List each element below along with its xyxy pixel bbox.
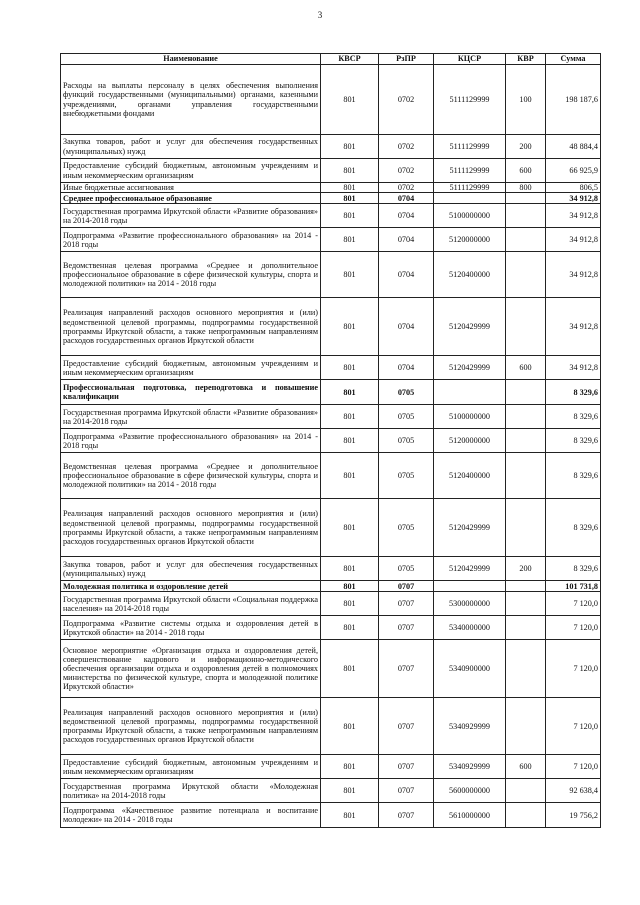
table-row (61, 228, 601, 252)
row-kcsr: 5120429999 (434, 499, 506, 557)
row-rzpr: 0702 (379, 183, 434, 193)
row-sum: 7 120,0 (546, 592, 601, 616)
row-rzpr: 0707 (379, 640, 434, 698)
row-rzpr: 0702 (379, 65, 434, 135)
row-sum: 19 756,2 (546, 803, 601, 828)
row-name: Иные бюджетные ассигнования (61, 183, 321, 193)
row-sum: 8 329,6 (546, 453, 601, 499)
row-name: Молодежная политика и оздоровление детей (61, 581, 321, 592)
row-rzpr: 0704 (379, 204, 434, 228)
row-sum: 7 120,0 (546, 698, 601, 755)
row-name: Подпрограмма «Развитие системы отдыха и оздоровления детей в Иркутской области» на 2014 - 2018 годы (61, 616, 321, 640)
row-kvr (506, 803, 546, 828)
header-kvsr: КВСР (321, 54, 379, 65)
row-kvsr: 801 (321, 228, 379, 252)
row-kcsr: 5120429999 (434, 356, 506, 380)
row-rzpr: 0704 (379, 228, 434, 252)
row-kvr: 200 (506, 557, 546, 581)
row-name: Закупка товаров, работ и услуг для обеспечения государственных (муниципальных) нужд (61, 557, 321, 581)
row-rzpr: 0704 (379, 193, 434, 204)
row-kcsr: 5300000000 (434, 592, 506, 616)
row-kvr: 600 (506, 356, 546, 380)
row-sum: 7 120,0 (546, 755, 601, 779)
table-row (61, 698, 601, 755)
row-rzpr: 0707 (379, 592, 434, 616)
row-kcsr: 5120400000 (434, 453, 506, 499)
table-row (61, 252, 601, 298)
row-name: Предоставление субсидий бюджетным, автономным учреждениям и иным некоммерческим организациям (61, 356, 321, 380)
row-kvsr: 801 (321, 204, 379, 228)
row-kcsr: 5120000000 (434, 228, 506, 252)
table-row (61, 779, 601, 803)
row-rzpr: 0705 (379, 405, 434, 429)
row-name: Среднее профессиональное образование (61, 193, 321, 204)
section-row (61, 380, 601, 405)
table-row (61, 429, 601, 453)
row-sum: 92 638,4 (546, 779, 601, 803)
row-kvsr: 801 (321, 193, 379, 204)
row-kcsr: 5100000000 (434, 204, 506, 228)
row-sum: 48 884,4 (546, 135, 601, 159)
section-row (61, 581, 601, 592)
table-row (61, 405, 601, 429)
table-row (61, 557, 601, 581)
table-row (61, 65, 601, 135)
row-sum: 34 912,8 (546, 252, 601, 298)
row-kcsr: 5111129999 (434, 183, 506, 193)
row-sum: 34 912,8 (546, 356, 601, 380)
row-rzpr: 0702 (379, 135, 434, 159)
row-name: Государственная программа Иркутской области «Развитие образования» на 2014-2018 годы (61, 405, 321, 429)
row-kvsr: 801 (321, 252, 379, 298)
row-kvsr: 801 (321, 65, 379, 135)
row-kvr (506, 453, 546, 499)
row-kcsr: 5100000000 (434, 405, 506, 429)
row-sum: 198 187,6 (546, 65, 601, 135)
table-row (61, 592, 601, 616)
row-name: Подпрограмма «Развитие профессионального образования» на 2014 - 2018 годы (61, 228, 321, 252)
row-kcsr: 5600000000 (434, 779, 506, 803)
row-kcsr (434, 193, 506, 204)
table-row (61, 616, 601, 640)
row-sum: 7 120,0 (546, 616, 601, 640)
row-sum: 8 329,6 (546, 380, 601, 405)
row-name: Профессиональная подготовка, переподготовка и повышение квалификации (61, 380, 321, 405)
row-sum: 8 329,6 (546, 557, 601, 581)
row-kvsr: 801 (321, 803, 379, 828)
budget-table (60, 53, 601, 828)
row-sum: 34 912,8 (546, 193, 601, 204)
row-kcsr: 5340900000 (434, 640, 506, 698)
row-kvr (506, 698, 546, 755)
row-sum: 101 731,8 (546, 581, 601, 592)
table-header-row (61, 54, 601, 65)
row-name: Реализация направлений расходов основного мероприятия и (или) ведомственной целевой программы, подпрограммы государственной программы Иркутской области, а также непрограммным направлениям расходов государственных органов Иркутской области (61, 298, 321, 356)
row-rzpr: 0705 (379, 453, 434, 499)
table-row (61, 755, 601, 779)
table-row (61, 453, 601, 499)
row-kcsr (434, 581, 506, 592)
row-sum: 34 912,8 (546, 298, 601, 356)
row-name: Ведомственная целевая программа «Среднее и дополнительное профессиональное образование в сфере физической культуры, спорта и молодежной политики» на 2014 - 2018 годы (61, 252, 321, 298)
row-kcsr: 5111129999 (434, 135, 506, 159)
row-kvsr: 801 (321, 581, 379, 592)
row-name: Основное мероприятие «Организация отдыха и оздоровления детей, совершенствование кадрового и информационно-методического обеспечения организации отдыха и оздоровления детей в полномочиях министерства по физической культуре, спорта и молодежной политике Иркутской области» (61, 640, 321, 698)
row-rzpr: 0705 (379, 380, 434, 405)
row-name: Ведомственная целевая программа «Среднее и дополнительное профессиональное образование в сфере физической культуры, спорта и молодежной политики» на 2014 - 2018 годы (61, 453, 321, 499)
row-sum: 34 912,8 (546, 204, 601, 228)
row-kvr (506, 640, 546, 698)
row-rzpr: 0707 (379, 779, 434, 803)
row-kcsr: 5111129999 (434, 159, 506, 183)
row-kvsr: 801 (321, 698, 379, 755)
row-kvr: 600 (506, 159, 546, 183)
table-row (61, 183, 601, 193)
row-sum: 8 329,6 (546, 405, 601, 429)
header-kvr: КВР (506, 54, 546, 65)
row-rzpr: 0707 (379, 616, 434, 640)
row-kcsr: 5340000000 (434, 616, 506, 640)
row-kvsr: 801 (321, 779, 379, 803)
row-kvr (506, 779, 546, 803)
row-rzpr: 0704 (379, 298, 434, 356)
row-name: Реализация направлений расходов основного мероприятия и (или) ведомственной целевой программы, подпрограммы государственной программы Иркутской области, а также непрограммным направлениям расходов государственных органов Иркутской области (61, 499, 321, 557)
row-sum: 66 925,9 (546, 159, 601, 183)
row-sum: 34 912,8 (546, 228, 601, 252)
row-kvsr: 801 (321, 592, 379, 616)
row-kvr: 100 (506, 65, 546, 135)
row-kvr (506, 228, 546, 252)
table-row (61, 204, 601, 228)
row-name: Предоставление субсидий бюджетным, автономным учреждениям и иным некоммерческим организациям (61, 755, 321, 779)
row-kvsr: 801 (321, 640, 379, 698)
row-name: Подпрограмма «Развитие профессионального образования» на 2014 - 2018 годы (61, 429, 321, 453)
table-row (61, 803, 601, 828)
row-kvr (506, 298, 546, 356)
row-name: Государственная программа Иркутской области «Молодежная политика» на 2014-2018 годы (61, 779, 321, 803)
row-kvsr: 801 (321, 356, 379, 380)
table-row (61, 356, 601, 380)
row-kvr: 200 (506, 135, 546, 159)
row-kvr (506, 499, 546, 557)
row-kvsr: 801 (321, 135, 379, 159)
row-kvsr: 801 (321, 616, 379, 640)
row-kcsr: 5120429999 (434, 298, 506, 356)
row-sum: 8 329,6 (546, 429, 601, 453)
row-name: Закупка товаров, работ и услуг для обеспечения государственных (муниципальных) нужд (61, 135, 321, 159)
row-kvsr: 801 (321, 159, 379, 183)
row-rzpr: 0705 (379, 557, 434, 581)
header-rzpr: РзПР (379, 54, 434, 65)
row-kcsr: 5340929999 (434, 755, 506, 779)
row-kcsr: 5340929999 (434, 698, 506, 755)
row-kvsr: 801 (321, 499, 379, 557)
row-kvr (506, 252, 546, 298)
row-sum: 7 120,0 (546, 640, 601, 698)
row-kvr (506, 616, 546, 640)
table-body (61, 65, 601, 828)
table-row (61, 499, 601, 557)
row-kvr: 600 (506, 755, 546, 779)
row-kcsr: 5120429999 (434, 557, 506, 581)
header-kcsr: КЦСР (434, 54, 506, 65)
row-kvsr: 801 (321, 183, 379, 193)
row-kcsr: 5120000000 (434, 429, 506, 453)
row-kvr (506, 380, 546, 405)
row-kvsr: 801 (321, 557, 379, 581)
row-kcsr: 5610000000 (434, 803, 506, 828)
row-kcsr: 5120400000 (434, 252, 506, 298)
page-number: 3 (317, 10, 323, 20)
row-sum: 8 329,6 (546, 499, 601, 557)
row-name: Предоставление субсидий бюджетным, автономным учреждениям и иным некоммерческим организациям (61, 159, 321, 183)
row-kcsr (434, 380, 506, 405)
row-rzpr: 0705 (379, 499, 434, 557)
table-row (61, 135, 601, 159)
row-kvsr: 801 (321, 405, 379, 429)
row-rzpr: 0707 (379, 803, 434, 828)
table-row (61, 640, 601, 698)
row-kcsr: 5111129999 (434, 65, 506, 135)
row-kvr (506, 592, 546, 616)
row-kvsr: 801 (321, 453, 379, 499)
table-row (61, 298, 601, 356)
row-name: Подпрограмма «Качественное развитие потенциала и воспитание молодежи» на 2014 - 2018 годы (61, 803, 321, 828)
row-rzpr: 0707 (379, 581, 434, 592)
row-name: Государственная программа Иркутской области «Развитие образования» на 2014-2018 годы (61, 204, 321, 228)
section-row (61, 193, 601, 204)
row-kvr (506, 429, 546, 453)
row-rzpr: 0704 (379, 356, 434, 380)
row-rzpr: 0705 (379, 429, 434, 453)
row-name: Расходы на выплаты персоналу в целях обеспечения выполнения функций государственными (муниципальными) органами, казенными учреждениями, органами управления государственными внебюджетными фондами (61, 65, 321, 135)
row-rzpr: 0704 (379, 252, 434, 298)
row-rzpr: 0707 (379, 755, 434, 779)
row-kvr (506, 405, 546, 429)
header-name: Наименование (61, 54, 321, 65)
row-kvr (506, 204, 546, 228)
row-kvr: 800 (506, 183, 546, 193)
row-rzpr: 0702 (379, 159, 434, 183)
row-name: Реализация направлений расходов основного мероприятия и (или) ведомственной целевой программы, подпрограммы государственной программы Иркутской области, а также непрограммным направлениям расходов государственных органов Иркутской области (61, 698, 321, 755)
row-name: Государственная программа Иркутской области «Социальная поддержка населения» на 2014-2018 годы (61, 592, 321, 616)
row-kvsr: 801 (321, 298, 379, 356)
row-kvsr: 801 (321, 380, 379, 405)
row-kvsr: 801 (321, 429, 379, 453)
header-sum: Сумма (546, 54, 601, 65)
row-kvr (506, 193, 546, 204)
row-kvr (506, 581, 546, 592)
row-kvsr: 801 (321, 755, 379, 779)
row-sum: 806,5 (546, 183, 601, 193)
table-row (61, 159, 601, 183)
row-rzpr: 0707 (379, 698, 434, 755)
